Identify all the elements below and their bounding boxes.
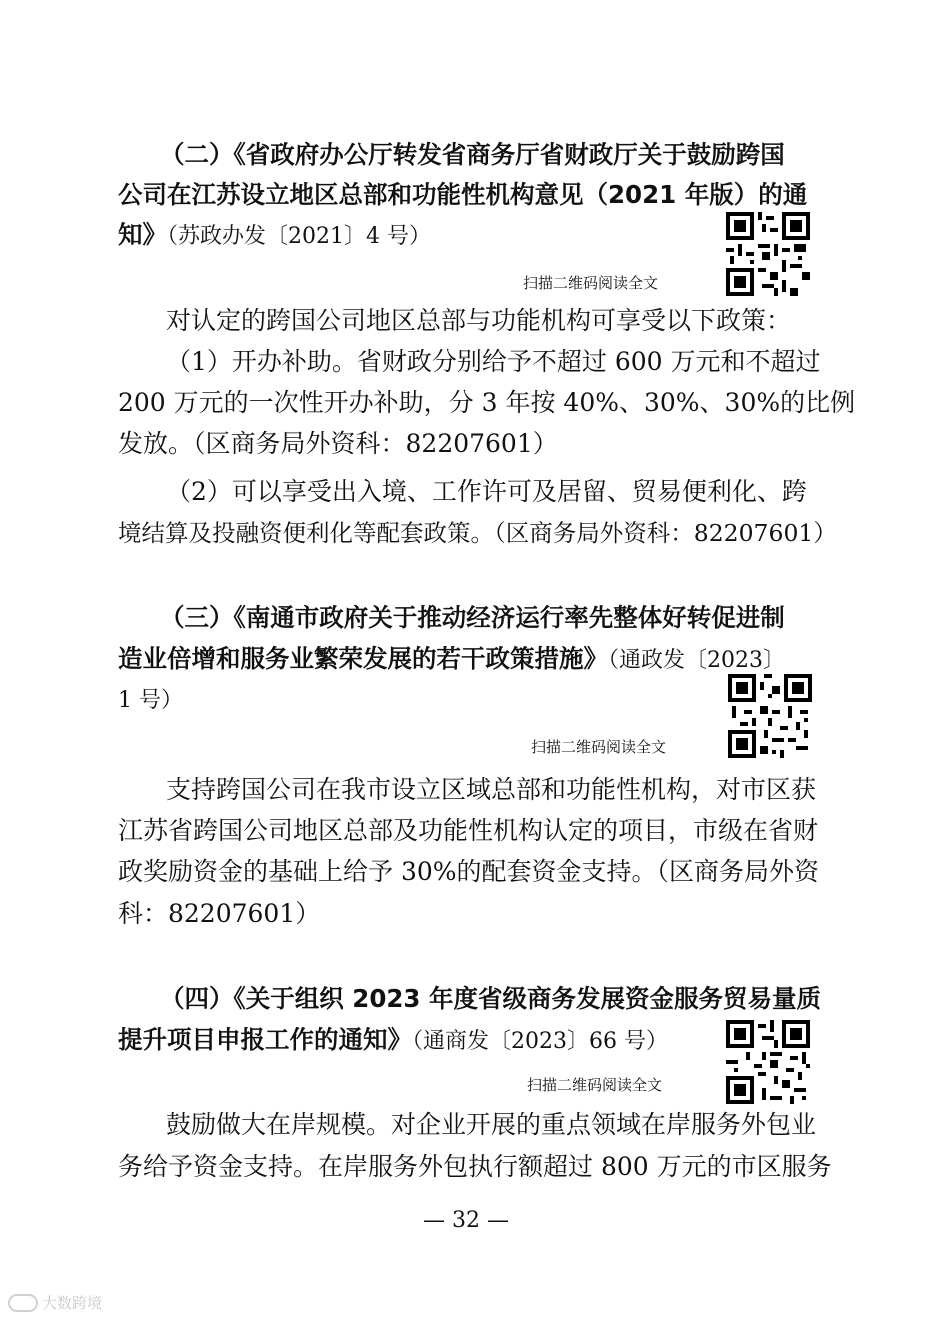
qr-caption: 扫描二维码阅读全文 (523, 274, 659, 292)
section-4-heading-line-2: 提升项目申报工作的通知》（通商发〔2023〕66 号） (118, 1025, 668, 1054)
section-2-heading-line-2: 公司在江苏设立地区总部和功能性机构意见（2021 年版）的通 (118, 180, 808, 209)
body-line: 200 万元的一次性开办补助，分 3 年按 40%、30%、30%的比例 (118, 388, 856, 417)
body-line: 江苏省跨国公司地区总部及功能性机构认定的项目，市级在省财 (118, 816, 819, 845)
section-2-heading-line-3: 知》（苏政办发〔2021〕4 号） (118, 220, 431, 249)
body-line: 鼓励做大在岸规模。对企业开展的重点领域在岸服务外包业 (166, 1110, 817, 1139)
watermark-logo-icon (8, 1294, 38, 1312)
qr-caption: 扫描二维码阅读全文 (527, 1076, 663, 1094)
qr-code-icon[interactable] (726, 1020, 810, 1104)
page-number: — 32 — (423, 1208, 509, 1233)
watermark-text: 大数跨境 (42, 1294, 103, 1312)
body-line: 支持跨国公司在我市设立区域总部和功能性机构，对市区获 (166, 775, 817, 804)
section-2-heading-line-1: （二）《省政府办公厅转发省商务厅省财政厅关于鼓励跨国 (160, 140, 785, 169)
section-4-heading-line-1: （四）《关于组织 2023 年度省级商务发展资金服务贸易量质 (160, 984, 821, 1013)
body-line: （1）开办补助。省财政分别给予不超过 600 万元和不超过 (166, 347, 821, 376)
qr-caption: 扫描二维码阅读全文 (531, 738, 667, 756)
body-line: 发放。（区商务局外资科：82207601） (118, 429, 558, 458)
body-line: 务给予资金支持。在岸服务外包执行额超过 800 万元的市区服务 (118, 1152, 832, 1181)
qr-code-icon[interactable] (728, 674, 812, 758)
body-line: （2）可以享受出入境、工作许可及居留、贸易便利化、跨 (166, 477, 807, 506)
body-line: 境结算及投融资便利化等配套政策。（区商务局外资科：82207601） (118, 519, 837, 547)
body-line: 政奖励资金的基础上给予 30%的配套资金支持。（区商务局外资 (118, 857, 820, 886)
section-3-heading-line-1: （三）《南通市政府关于推动经济运行率先整体好转促进制 (160, 603, 785, 632)
body-line: 对认定的跨国公司地区总部与功能机构可享受以下政策： (166, 306, 792, 335)
body-line: 科：82207601） (118, 899, 321, 928)
qr-code-icon[interactable] (726, 212, 810, 296)
section-3-heading-line-2: 造业倍增和服务业繁荣发展的若干政策措施》（通政发〔2023〕 (118, 644, 785, 673)
watermark (8, 1292, 102, 1313)
section-3-heading-tail: 1 号） (118, 688, 183, 713)
